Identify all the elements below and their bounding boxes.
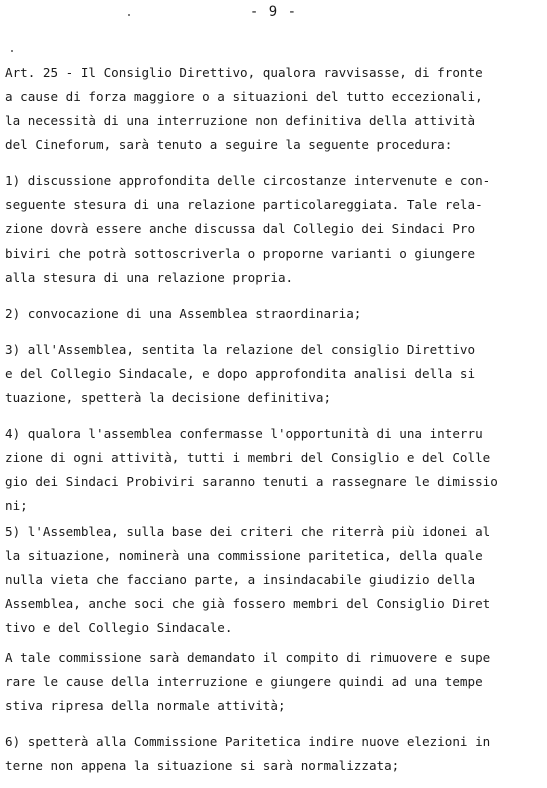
text-line: zione dovrà essere anche discussa dal Collegio dei Sindaci Pro xyxy=(5,221,476,236)
text-line: 3) all'Assemblea, sentita la relazione del consiglio Direttivo xyxy=(5,342,476,357)
text-line: 5) l'Assemblea, sulla base dei criteri che riterrà più idonei al xyxy=(5,524,491,539)
text-line: 1) discussione approfondita delle circostanze intervenute e con- xyxy=(5,173,491,188)
text-line: Art. 25 - Il Consiglio Direttivo, qualora ravvisasse, di fronte xyxy=(5,65,483,80)
text-line: alla stesura di una relazione propria. xyxy=(5,270,294,285)
text-line: A tale commissione sarà demandato il compito di rimuovere e supe xyxy=(5,650,491,665)
text-line: 2) convocazione di una Assemblea straordinaria; xyxy=(5,306,362,321)
text-line: la necessità di una interruzione non definitiva della attività xyxy=(5,113,476,128)
text-line: Assemblea, anche soci che già fossero membri del Consiglio Diret xyxy=(5,596,491,611)
text-line: ni; xyxy=(5,498,28,513)
text-line: stiva ripresa della normale attività; xyxy=(5,698,286,713)
scan-speck xyxy=(11,50,13,52)
text-line: seguente stesura di una relazione particolareggiata. Tale rela- xyxy=(5,197,483,212)
text-line: del Cineforum, sarà tenuto a seguire la seguente procedura: xyxy=(5,137,453,152)
text-line: nulla vieta che facciano parte, a insindacabile giudizio della xyxy=(5,572,476,587)
text-line: tivo e del Collegio Sindacale. xyxy=(5,620,233,635)
text-line: 6) spetterà alla Commissione Paritetica indire nuove elezioni in xyxy=(5,734,491,749)
text-line: e del Collegio Sindacale, e dopo approfondita analisi della si xyxy=(5,366,476,381)
text-line: zione di ogni attività, tutti i membri del Consiglio e del Colle xyxy=(5,450,491,465)
text-line: tuazione, spetterà la decisione definitiva; xyxy=(5,390,332,405)
page-number: - 9 - xyxy=(249,4,298,20)
text-line: rare le cause della interruzione e giungere quindi ad una tempe xyxy=(5,674,483,689)
text-line: biviri che potrà sottoscriverla o proporne varianti o giungere xyxy=(5,246,476,261)
text-line: gio dei Sindaci Probiviri saranno tenuti a rassegnare le dimissio xyxy=(5,474,498,489)
scan-speck xyxy=(128,14,130,16)
text-line: terne non appena la situazione si sarà normalizzata; xyxy=(5,758,400,773)
text-line: 4) qualora l'assemblea confermasse l'opportunità di una interru xyxy=(5,426,483,441)
text-line: la situazione, nominerà una commissione paritetica, della quale xyxy=(5,548,483,563)
text-line: a cause di forza maggiore o a situazioni del tutto eccezionali, xyxy=(5,89,483,104)
